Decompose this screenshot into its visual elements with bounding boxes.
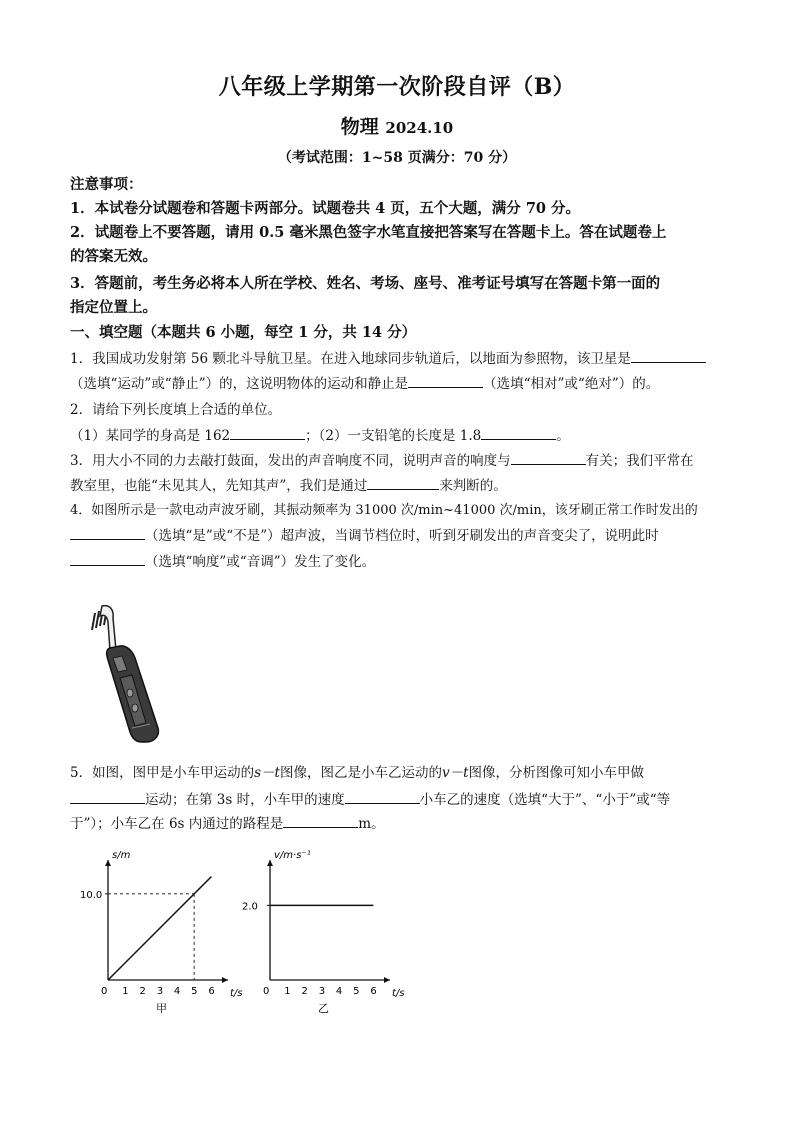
chart-caption: 甲 — [156, 1002, 167, 1015]
x-tick-label: 4 — [335, 986, 343, 997]
question-3-line-2 — [70, 474, 507, 494]
exam-date: 2024.10 — [385, 119, 454, 137]
subject-name: 物理 — [340, 116, 379, 138]
answer-blank — [408, 374, 483, 388]
question-4-line-3 — [70, 550, 375, 570]
question-3-text-a: 3．用大小不同的力去敲打鼓面，发出的声音响度不同，说明声音的响度与 — [70, 453, 511, 469]
x-tick-label: 1 — [284, 986, 291, 997]
note-3-line-1: 3．答题前，考生务必将本人所在学校、姓名、考场、座号、准考证号填写在答题卡第一面的 — [70, 275, 661, 292]
answer-blank — [70, 526, 145, 540]
question-5-text-g: m。 — [358, 816, 385, 832]
question-5-text-e: 小车乙的速度（选填“大于”、“小于”或“等 — [419, 792, 671, 808]
question-1-text-a: 1．我国成功发射第 56 颗北斗导航卫星。在进入地球同步轨道后，以地面为参照物，该卫星是 — [70, 351, 631, 367]
answer-blank — [70, 790, 145, 804]
question-2-line-2 — [70, 424, 570, 444]
x-axis-label: t/s — [230, 988, 243, 999]
question-3-text-d: 来判断的。 — [439, 478, 507, 494]
x-tick-label: 3 — [156, 986, 164, 997]
answer-blank — [283, 814, 358, 828]
question-3-text-b: 有关；我们平常在 — [585, 453, 694, 469]
v-t-variable: v－t — [441, 765, 469, 781]
x-axis-label: t/s — [392, 988, 405, 999]
question-5-line-1 — [70, 761, 644, 781]
question-4-line-1: 4．如图所示是一款电动声波牙刷，其振动频率为 31000 次/min~41000 次/min，该牙刷正常工作时发出的 — [70, 503, 698, 518]
question-5-line-3 — [70, 812, 385, 832]
question-5-text-b: 图像，图乙是小车乙运动的 — [279, 765, 442, 781]
question-5-text-a: 5．如图，图甲是小车甲运动的 — [70, 765, 255, 781]
x-tick-label: 0 — [101, 986, 108, 997]
note-3-line-2: 指定位置上。 — [70, 299, 157, 316]
x-tick-label: 6 — [208, 986, 215, 997]
y-axis-label: v/m·s⁻¹ — [274, 850, 311, 861]
chart-jia-s-t — [78, 848, 248, 1018]
x-axis-arrow — [384, 977, 390, 983]
question-4-text-c: （选填“响度”或“音调”）发生了变化。 — [145, 554, 376, 570]
answer-blank — [511, 451, 586, 465]
note-1: 1．本试卷分试题卷和答题卡两部分。试题卷共 4 页，五个大题，满分 70 分。 — [70, 200, 581, 217]
answer-blank — [230, 426, 305, 440]
question-2-text-a: （1）某同学的身高是 162 — [70, 428, 231, 444]
x-tick-label: 3 — [318, 986, 326, 997]
x-tick-label: 6 — [370, 986, 377, 997]
question-1-line-1 — [70, 347, 706, 367]
question-5-text-d: 运动；在第 3s 时，小车甲的速度 — [145, 792, 345, 808]
toothbrush-icon — [92, 606, 158, 742]
question-4-text-b: （选填“是”或“不是”）超声波，当调节档位时，听到牙刷发出的声音变尖了，说明此时 — [145, 528, 659, 544]
x-tick-label: 2 — [301, 986, 308, 997]
answer-blank — [70, 552, 145, 566]
x-tick-label: 2 — [139, 986, 146, 997]
question-1-text-c: （选填“相对”或“绝对”）的。 — [483, 376, 660, 392]
question-1-text-b: （选填“运动”或“静止”）的，这说明物体的运动和静止是 — [70, 376, 409, 392]
exam-scope: （考试范围：1~58 页满分：70 分） — [277, 150, 517, 166]
y-tick-label: 10.0 — [80, 889, 103, 901]
series-line — [108, 877, 211, 980]
question-2-line-1: 2．请给下列长度填上合适的单位。 — [70, 402, 282, 418]
note-2-line-1: 2．试题卷上不要答题，请用 0.5 毫米黑色签字水笔直接把答案写在答题卡上。答在试题卷上 — [70, 224, 667, 241]
question-3-line-1 — [70, 449, 694, 469]
y-axis-arrow — [105, 860, 111, 866]
question-5-text-f: 于”）；小车乙在 6s 内通过的路程是 — [70, 816, 284, 832]
y-tick-label: 2.0 — [242, 901, 258, 913]
y-axis-label: s/m — [112, 850, 131, 861]
question-4-line-2 — [70, 524, 659, 544]
exam-title: 八年级上学期第一次阶段自评（B） — [218, 74, 576, 100]
chart-yi-v-t — [240, 848, 415, 1018]
chart-caption: 乙 — [318, 1002, 329, 1015]
x-tick-label: 0 — [263, 986, 270, 997]
question-5-line-2 — [70, 788, 670, 808]
y-axis-arrow — [267, 860, 273, 866]
x-tick-label: 5 — [353, 986, 360, 997]
question-1-line-2 — [70, 372, 659, 392]
note-2-line-2: 的答案无效。 — [70, 248, 157, 265]
notes-heading: 注意事项： — [70, 176, 143, 193]
section-1-heading: 一、填空题（本题共 6 小题，每空 1 分，共 14 分） — [70, 324, 417, 341]
subject-line — [0, 112, 794, 139]
question-2-text-b: ；（2）一支铅笔的长度是 1.8 — [305, 428, 482, 444]
x-tick-label: 5 — [191, 986, 198, 997]
answer-blank — [481, 426, 556, 440]
answer-blank — [367, 476, 439, 490]
question-5-text-c: 图像，分析图像可知小车甲做 — [468, 765, 645, 781]
s-t-variable: s－t — [254, 765, 280, 781]
x-tick-label: 1 — [122, 986, 129, 997]
x-tick-label: 4 — [173, 986, 181, 997]
question-3-text-c: 教室里，也能“未见其人，先知其声”，我们是通过 — [70, 478, 368, 494]
answer-blank — [631, 349, 706, 363]
x-axis-arrow — [222, 977, 228, 983]
electric-toothbrush-figure — [80, 598, 180, 748]
question-2-text-c: 。 — [556, 428, 570, 444]
answer-blank — [345, 790, 420, 804]
